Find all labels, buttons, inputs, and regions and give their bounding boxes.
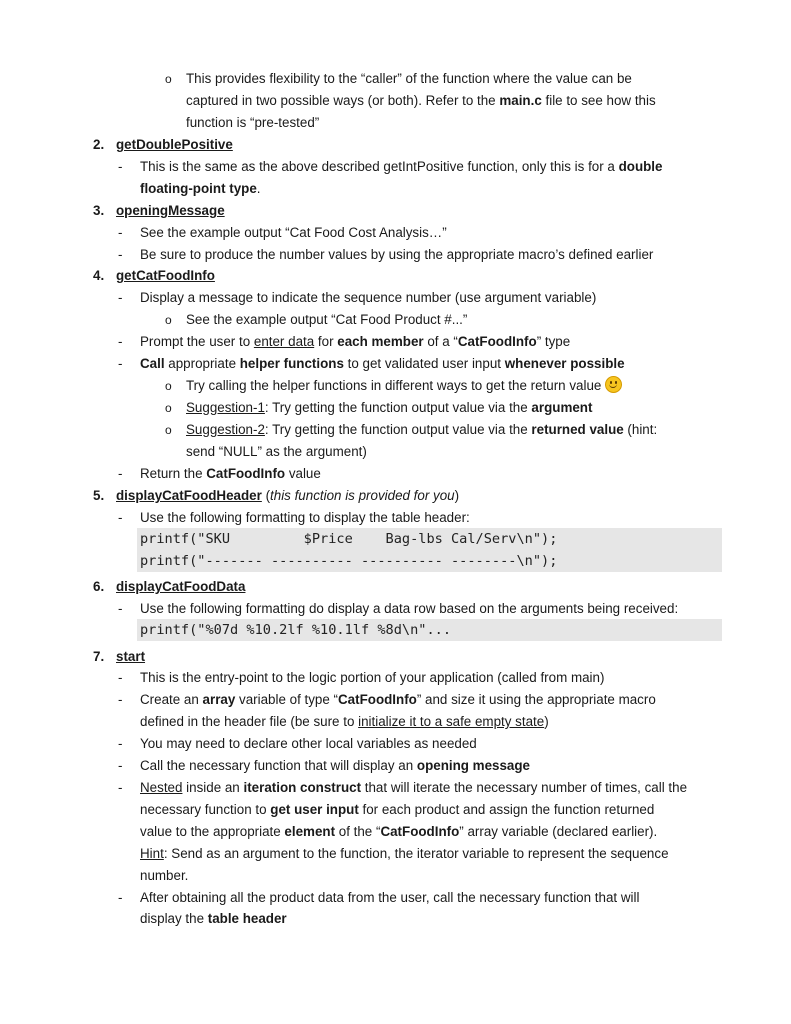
sub-bullet: o bbox=[165, 423, 172, 437]
section-4-line-1-sub: See the example output “Cat Food Product #...” bbox=[186, 312, 468, 327]
dash-bullet: - bbox=[118, 736, 123, 751]
code-line-3: printf("%07d %10.2lf %10.1lf %8d\n"... bbox=[140, 622, 451, 638]
section-2-number: 2. bbox=[93, 137, 105, 152]
section-6-line-1: Use the following formatting do display a data row based on the arguments being received: bbox=[140, 601, 679, 616]
section-4-sub-2: Suggestion-1: Try getting the function output value via the argument bbox=[186, 400, 593, 415]
dash-bullet: - bbox=[118, 780, 123, 795]
sub-bullet: o bbox=[165, 72, 172, 86]
sub-bullet: o bbox=[165, 379, 172, 393]
section-7-line-6-cont: display the table header bbox=[140, 911, 287, 926]
dash-bullet: - bbox=[118, 466, 123, 481]
section-7-line-4: Call the necessary function that will display an opening message bbox=[140, 758, 530, 773]
section-4-line-3: Call appropriate helper functions to get validated user input whenever possible bbox=[140, 356, 625, 371]
dash-bullet: - bbox=[118, 225, 123, 240]
section-4-title: getCatFoodInfo bbox=[116, 268, 215, 283]
sub-bullet: o bbox=[165, 313, 172, 327]
section-7-number: 7. bbox=[93, 649, 105, 664]
dash-bullet: - bbox=[118, 247, 123, 262]
section-2-line-1: This is the same as the above described getIntPositive function, only this is for a double bbox=[140, 159, 663, 174]
sub-bullet: o bbox=[165, 401, 172, 415]
dash-bullet: - bbox=[118, 758, 123, 773]
section-3-line-2: Be sure to produce the number values by using the appropriate macro’s defined earlier bbox=[140, 247, 654, 262]
section-5-number: 5. bbox=[93, 488, 105, 503]
intro-line-3: function is “pre-tested” bbox=[186, 115, 320, 130]
section-7-line-3: You may need to declare other local variables as needed bbox=[140, 736, 477, 751]
section-7-line-5: Nested inside an iteration construct that will iterate the necessary number of times, call the bbox=[140, 780, 688, 795]
smiley-icon bbox=[605, 376, 622, 393]
code-line-1: printf("SKU $Price Bag-lbs Cal/Serv\n"); bbox=[140, 531, 558, 547]
dash-bullet: - bbox=[118, 510, 123, 525]
section-7-title: start bbox=[116, 649, 146, 664]
section-3-title: openingMessage bbox=[116, 203, 225, 218]
section-7-line-5-cont-3: Hint: Send as an argument to the function, the iterator variable to represent the sequence bbox=[140, 846, 669, 861]
section-7-line-5-cont-1: necessary function to get user input for each product and assign the function returned bbox=[140, 802, 655, 817]
section-5-title: displayCatFoodHeader bbox=[116, 488, 262, 503]
section-4-number: 4. bbox=[93, 268, 105, 283]
dash-bullet: - bbox=[118, 601, 123, 616]
section-4-sub-3-cont: send “NULL” as the argument) bbox=[186, 444, 367, 459]
section-7-line-6: After obtaining all the product data from the user, call the necessary function that will bbox=[140, 890, 640, 905]
intro-line-1: This provides flexibility to the “caller” of the function where the value can be bbox=[186, 71, 632, 86]
intro-line-2: captured in two possible ways (or both). Refer to the main.c file to see how this bbox=[186, 93, 656, 108]
section-6-title: displayCatFoodData bbox=[116, 579, 246, 594]
section-2-line-2: floating-point type. bbox=[140, 181, 261, 196]
dash-bullet: - bbox=[118, 290, 123, 305]
section-2-title: getDoublePositive bbox=[116, 137, 233, 152]
section-5-title-row: displayCatFoodHeader (this function is provided for you) bbox=[116, 488, 460, 503]
section-4-line-4: Return the CatFoodInfo value bbox=[140, 466, 321, 481]
section-6-number: 6. bbox=[93, 579, 105, 594]
section-5-line-1: Use the following formatting to display the table header: bbox=[140, 510, 470, 525]
dash-bullet: - bbox=[118, 890, 123, 905]
dash-bullet: - bbox=[118, 159, 123, 174]
code-line-2: printf("------- ---------- ---------- --------\n"); bbox=[140, 553, 558, 569]
section-7-line-5-cont-4: number. bbox=[140, 868, 189, 883]
dash-bullet: - bbox=[118, 692, 123, 707]
section-3-number: 3. bbox=[93, 203, 105, 218]
section-4-sub-3: Suggestion-2: Try getting the function output value via the returned value (hint: bbox=[186, 422, 658, 437]
section-7-line-2-cont: defined in the header file (be sure to initialize it to a safe empty state) bbox=[140, 714, 549, 729]
dash-bullet: - bbox=[118, 670, 123, 685]
section-4-line-1: Display a message to indicate the sequence number (use argument variable) bbox=[140, 290, 597, 305]
dash-bullet: - bbox=[118, 334, 123, 349]
section-3-line-1: See the example output “Cat Food Cost Analysis…” bbox=[140, 225, 447, 240]
section-7-line-1: This is the entry-point to the logic portion of your application (called from main) bbox=[140, 670, 605, 685]
dash-bullet: - bbox=[118, 356, 123, 371]
section-4-line-2: Prompt the user to enter data for each member of a “CatFoodInfo” type bbox=[140, 334, 571, 349]
section-7-line-2: Create an array variable of type “CatFoodInfo” and size it using the appropriate macro bbox=[140, 692, 656, 707]
section-4-sub-1: Try calling the helper functions in different ways to get the return value bbox=[186, 376, 622, 396]
section-7-line-5-cont-2: value to the appropriate element of the “CatFoodInfo” array variable (declared earlier). bbox=[140, 824, 658, 839]
